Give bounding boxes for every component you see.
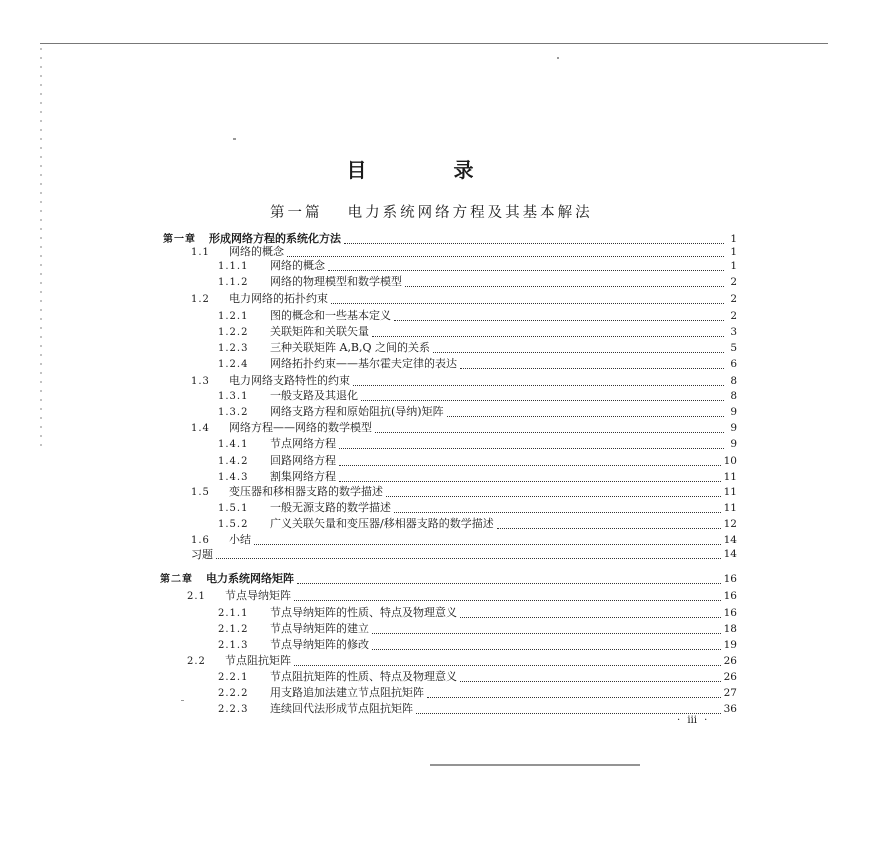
toc-entry-number: 1.2.2 bbox=[218, 327, 249, 338]
toc-entry bbox=[218, 354, 737, 371]
toc-entry-label bbox=[218, 389, 358, 403]
toc-entry bbox=[218, 338, 737, 355]
dot-leader bbox=[372, 649, 721, 650]
toc-entry-page: 16 bbox=[723, 607, 737, 619]
toc-entry-title: 电力网络的拓扑约束 bbox=[229, 292, 328, 305]
toc-entry bbox=[218, 683, 737, 700]
toc-entry-title: 网络支路方程和原始阻抗(导纳)矩阵 bbox=[270, 405, 444, 418]
toc-entry-title: 节点导纳矩阵的性质、特点及物理意义 bbox=[270, 606, 457, 619]
toc-entry-page: 16 bbox=[723, 590, 737, 602]
toc-entry-label bbox=[191, 548, 213, 561]
toc-entry bbox=[218, 603, 737, 620]
toc-entry bbox=[160, 569, 737, 586]
toc-entry-page: 8 bbox=[730, 390, 737, 402]
part-heading: 第一篇 电力系统网络方程及其基本解法 bbox=[270, 205, 593, 221]
toc-entry bbox=[218, 699, 737, 716]
toc-entry-number: 1.4.1 bbox=[218, 439, 249, 450]
toc-entry-page: 2 bbox=[730, 310, 737, 322]
toc-entry-title: 电力网络支路特性的约束 bbox=[229, 374, 350, 387]
dot-leader bbox=[460, 368, 724, 369]
dot-leader bbox=[331, 303, 724, 304]
toc-entry-label bbox=[218, 702, 413, 716]
toc-entry-label bbox=[218, 309, 391, 323]
toc-entry-page: 11 bbox=[723, 471, 737, 483]
toc-entry-page: 5 bbox=[730, 342, 737, 354]
toc-entry bbox=[218, 256, 737, 273]
toc-entry-label bbox=[218, 275, 402, 289]
toc-entry-number: 2.2.1 bbox=[218, 672, 249, 683]
dot-leader bbox=[447, 416, 724, 417]
toc-entry-page: 1 bbox=[730, 233, 737, 245]
toc-entry-number: 1.5.2 bbox=[218, 519, 249, 530]
toc-entry bbox=[191, 289, 737, 306]
dot-leader bbox=[405, 286, 724, 287]
toc-entry-page: 16 bbox=[723, 573, 737, 585]
toc-entry-page: 3 bbox=[730, 326, 737, 338]
toc-entry bbox=[218, 322, 737, 339]
toc-entry bbox=[218, 402, 737, 419]
toc-entry-number: 2.1 bbox=[187, 591, 206, 602]
toc-entry bbox=[218, 306, 737, 323]
toc-entry-number: 2.2.3 bbox=[218, 704, 249, 715]
toc-entry-page: 26 bbox=[723, 655, 737, 667]
toc-entry-title: 三种关联矩阵 A,B,Q 之间的关系 bbox=[270, 341, 431, 354]
toc-entry-label bbox=[218, 670, 457, 684]
toc-entry-title: 割集网络方程 bbox=[270, 470, 336, 483]
toc-entry-page: 36 bbox=[723, 703, 737, 715]
toc-entry bbox=[218, 619, 737, 636]
toc-entry bbox=[218, 272, 737, 289]
toc-entry-number: 1.4.2 bbox=[218, 456, 249, 467]
toc-entry-page: 18 bbox=[723, 623, 737, 635]
toc-entry-number: 第一章 bbox=[163, 234, 196, 245]
toc-entry-title: 网络拓扑约束——基尔霍夫定律的表达 bbox=[270, 357, 457, 370]
top-rule bbox=[40, 43, 828, 44]
toc-entry-page: 27 bbox=[723, 687, 737, 699]
scan-speck bbox=[233, 138, 236, 140]
toc-entry-title: 用支路追加法建立节点阻抗矩阵 bbox=[270, 686, 424, 699]
toc-entry-label bbox=[191, 421, 372, 435]
toc-entry bbox=[218, 451, 737, 468]
dot-leader bbox=[394, 320, 724, 321]
toc-entry-label bbox=[218, 357, 457, 371]
toc-entry-page: 19 bbox=[723, 639, 737, 651]
toc-entry-title: 连续回代法形成节点阻抗矩阵 bbox=[270, 702, 413, 715]
toc-entry-number: 2.2.2 bbox=[218, 688, 249, 699]
toc-entry-label bbox=[218, 437, 336, 451]
dot-leader bbox=[294, 600, 721, 601]
toc-entry-label bbox=[191, 485, 383, 499]
toc-entry-title: 变压器和移相器支路的数学描述 bbox=[229, 485, 383, 498]
toc-entry-page: 14 bbox=[723, 534, 737, 546]
toc-entry-title: 节点导纳矩阵 bbox=[225, 589, 291, 602]
toc-entry-label bbox=[187, 589, 291, 603]
toc-entry-label bbox=[218, 325, 369, 339]
toc-entry-title: 节点导纳矩阵的修改 bbox=[270, 638, 369, 651]
toc-entry-title: 节点阻抗矩阵 bbox=[225, 654, 291, 667]
dot-leader bbox=[375, 432, 724, 433]
toc-entry-label bbox=[191, 292, 328, 306]
dot-leader bbox=[294, 665, 721, 666]
toc-entry-title: 电力系统网络矩阵 bbox=[206, 572, 294, 585]
toc-entry bbox=[218, 667, 737, 684]
toc-entry-page: 8 bbox=[730, 375, 737, 387]
toc-entry bbox=[191, 544, 737, 561]
toc-entry-title: 节点网络方程 bbox=[270, 437, 336, 450]
toc-entry-title: 节点导纳矩阵的建立 bbox=[270, 622, 369, 635]
toc-entry-page: 9 bbox=[730, 438, 737, 450]
dot-leader bbox=[372, 633, 721, 634]
toc-entry-label bbox=[218, 517, 494, 531]
dot-leader bbox=[433, 352, 724, 353]
toc-entry-label bbox=[218, 501, 391, 515]
dot-leader bbox=[394, 512, 721, 513]
dot-leader bbox=[416, 713, 721, 714]
toc-entry-page: 1 bbox=[730, 246, 737, 258]
toc-entry-title: 网络的物理模型和数学模型 bbox=[270, 275, 402, 288]
toc-entry bbox=[187, 586, 737, 603]
bottom-scan-line bbox=[430, 764, 640, 766]
dot-leader bbox=[460, 681, 721, 682]
toc-entry-label bbox=[160, 572, 294, 586]
toc-entry-number: 第二章 bbox=[160, 574, 193, 585]
toc-entry-number: 1.3.1 bbox=[218, 391, 249, 402]
toc-entry bbox=[187, 651, 737, 668]
toc-entry-page: 2 bbox=[730, 293, 737, 305]
toc-entry-title: 小结 bbox=[229, 533, 251, 546]
scan-speck bbox=[181, 700, 184, 701]
toc-entry-number: 1.2 bbox=[191, 294, 210, 305]
toc-entry-title: 广义关联矢量和变压器/移相器支路的数学描述 bbox=[270, 517, 494, 530]
toc-entry-label bbox=[218, 341, 430, 355]
toc-entry-number: 1.4 bbox=[191, 423, 210, 434]
dot-leader bbox=[361, 400, 724, 401]
toc-entry-label bbox=[218, 454, 336, 468]
page-number: · ⅲ · bbox=[677, 715, 710, 726]
toc-entry-title: 形成网络方程的系统化方法 bbox=[209, 232, 341, 245]
toc-entry-number: 1.2.3 bbox=[218, 343, 249, 354]
toc-entry-number: 1.2.4 bbox=[218, 359, 249, 370]
toc-entry-label bbox=[218, 259, 325, 273]
toc-entry bbox=[191, 418, 737, 435]
toc-entry-number: 2.1.3 bbox=[218, 640, 249, 651]
toc-entry-title: 一般支路及其退化 bbox=[270, 389, 358, 402]
toc-entry-title: 回路网络方程 bbox=[270, 454, 336, 467]
toc-entry-title: 一般无源支路的数学描述 bbox=[270, 501, 391, 514]
toc-entry-number: 1.1 bbox=[191, 247, 210, 258]
toc-entry-title: 节点阻抗矩阵的性质、特点及物理意义 bbox=[270, 670, 457, 683]
dot-leader bbox=[427, 697, 721, 698]
toc-entry-label bbox=[187, 654, 291, 668]
toc-entry-page: 9 bbox=[730, 422, 737, 434]
scan-speck bbox=[557, 57, 559, 59]
dot-leader bbox=[372, 336, 724, 337]
toc-entry-number: 1.2.1 bbox=[218, 311, 249, 322]
toc-entry-title: 图的概念和一些基本定义 bbox=[270, 309, 391, 322]
toc-entry-page: 6 bbox=[730, 358, 737, 370]
toc-entry-number: 2.2 bbox=[187, 656, 206, 667]
toc-entry-title: 关联矩阵和关联矢量 bbox=[270, 325, 369, 338]
toc-entry-number: 1.5.1 bbox=[218, 503, 249, 514]
toc-entry-page: 12 bbox=[723, 518, 737, 530]
toc-entry-title: 网络的概念 bbox=[229, 245, 284, 258]
toc-entry-number: 1.3.2 bbox=[218, 407, 249, 418]
toc-entry-title: 网络的概念 bbox=[270, 259, 325, 272]
toc-entry-page: 11 bbox=[723, 502, 737, 514]
toc-entry-page: 1 bbox=[730, 260, 737, 272]
toc-entry-page: 9 bbox=[730, 406, 737, 418]
dot-leader bbox=[386, 496, 721, 497]
toc-entry-page: 26 bbox=[723, 671, 737, 683]
toc-entry bbox=[218, 498, 737, 515]
toc-entry bbox=[218, 514, 737, 531]
toc-entry-number: 2.1.1 bbox=[218, 608, 249, 619]
toc-entry-number: 2.1.2 bbox=[218, 624, 249, 635]
dot-leader bbox=[297, 583, 721, 584]
dot-leader bbox=[497, 528, 721, 529]
toc-entry-number: 1.1.2 bbox=[218, 277, 249, 288]
toc-entry-page: 14 bbox=[723, 548, 737, 560]
toc-entry bbox=[218, 386, 737, 403]
toc-entry-label bbox=[218, 686, 424, 700]
toc-entry-page: 2 bbox=[730, 276, 737, 288]
dot-leader bbox=[339, 465, 721, 466]
toc-entry-number: 1.5 bbox=[191, 487, 210, 498]
toc-entry-number: 1.3 bbox=[191, 376, 210, 387]
dot-leader bbox=[339, 448, 724, 449]
toc-entry-title: 习题 bbox=[191, 548, 213, 561]
toc-entry bbox=[218, 635, 737, 652]
toc-entry bbox=[218, 434, 737, 451]
toc-entry bbox=[191, 482, 737, 499]
toc-entry-number: 1.6 bbox=[191, 535, 210, 546]
toc-entry-label bbox=[218, 638, 369, 652]
toc-entry-label bbox=[218, 405, 444, 419]
toc-entry-page: 10 bbox=[723, 455, 737, 467]
dot-leader bbox=[216, 558, 721, 559]
toc-entry-title: 网络方程——网络的数学模型 bbox=[229, 421, 372, 434]
toc-entry-page: 11 bbox=[723, 486, 737, 498]
toc-entry-number: 1.4.3 bbox=[218, 472, 249, 483]
toc-entry-label bbox=[218, 606, 457, 620]
page-title: 目 录 bbox=[346, 158, 514, 182]
left-margin-marks bbox=[40, 48, 42, 448]
dot-leader bbox=[460, 617, 721, 618]
toc-entry-number: 1.1.1 bbox=[218, 261, 249, 272]
dot-leader bbox=[328, 270, 724, 271]
toc-entry-label bbox=[218, 622, 369, 636]
